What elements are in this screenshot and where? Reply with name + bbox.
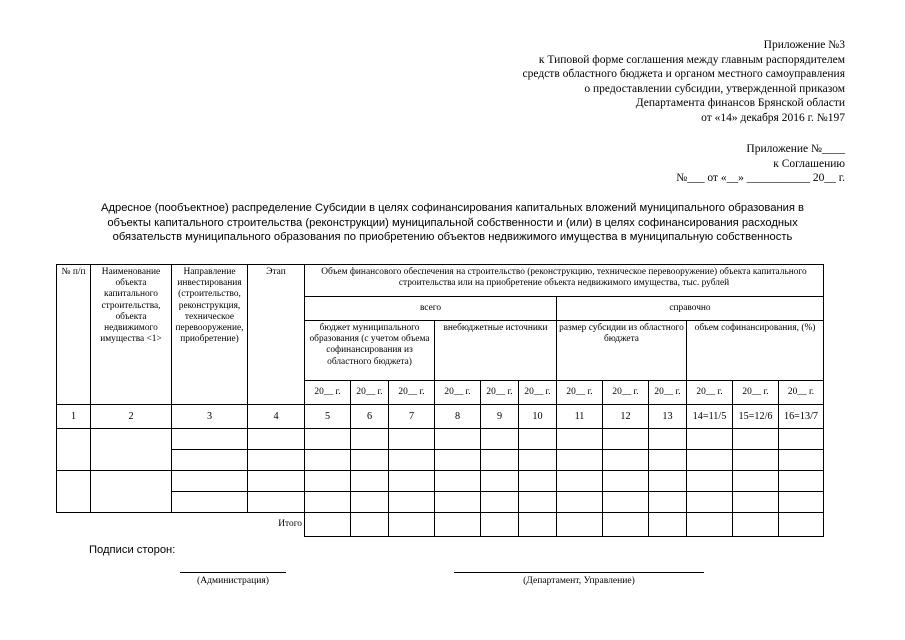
- table-cell: [57, 471, 91, 513]
- table-cell: [687, 471, 733, 492]
- document-title-line: Адресное (пообъектное) распределение Субсидии в целях софинансирования капитальных вложений муниципального образования в: [101, 202, 804, 214]
- table-cell: [389, 471, 435, 492]
- year-cell: 20__ г.: [733, 381, 779, 405]
- column-number: 15=12/6: [733, 405, 779, 429]
- table-cell: [305, 450, 351, 471]
- table-cell: [172, 450, 248, 471]
- column-number: 5: [305, 405, 351, 429]
- year-cell: 20__ г.: [435, 381, 481, 405]
- column-number: 7: [389, 405, 435, 429]
- column-number: 6: [351, 405, 389, 429]
- appendix-line: средств областного бюджета и органом местного самоуправления: [522, 68, 845, 81]
- appendix-line: к Типовой форме соглашения между главным распорядителем: [538, 53, 845, 66]
- signatures-label: Подписи сторон:: [89, 544, 176, 556]
- blank-cell: [172, 513, 248, 537]
- column-number: 1: [57, 405, 91, 429]
- column-number: 3: [172, 405, 248, 429]
- table-cell: [603, 492, 649, 513]
- column-number: 12: [603, 405, 649, 429]
- table-cell: [435, 513, 481, 537]
- table-cell: [248, 450, 305, 471]
- table-cell: [519, 471, 557, 492]
- table-cell: [481, 492, 519, 513]
- table-cell: [435, 450, 481, 471]
- year-cell: 20__ г.: [557, 381, 603, 405]
- table-cell: [687, 450, 733, 471]
- table-cell: [519, 450, 557, 471]
- table-cell: [91, 429, 172, 471]
- total-label: Итого: [278, 519, 302, 530]
- table-cell: [779, 492, 824, 513]
- table-cell: [351, 492, 389, 513]
- table-row: [57, 492, 824, 513]
- table-cell: [57, 429, 91, 471]
- table-cell: [389, 429, 435, 450]
- year-cell: 20__ г.: [351, 381, 389, 405]
- table-cell: [435, 429, 481, 450]
- table-cell: [305, 471, 351, 492]
- table-cell: [649, 450, 687, 471]
- table-cell: [779, 513, 824, 537]
- header-stage: Этап: [248, 265, 305, 405]
- table-cell: [649, 492, 687, 513]
- column-numbers-row: [57, 405, 824, 429]
- column-number: 11: [557, 405, 603, 429]
- table-cell: [519, 429, 557, 450]
- header-extrabudget: внебюджетные источники: [435, 321, 557, 381]
- table-cell: [305, 513, 351, 537]
- header-cofinancing: объем софинансирования, (%): [687, 321, 824, 381]
- agreement-appendix-line1: к Соглашению: [773, 157, 845, 170]
- table-cell: [603, 450, 649, 471]
- table-row: [57, 471, 824, 492]
- table-cell: [519, 492, 557, 513]
- appendix-block: [425, 38, 845, 126]
- table-cell: [481, 429, 519, 450]
- distribution-table: [56, 264, 824, 537]
- table-cell: [435, 492, 481, 513]
- header-total: всего: [305, 297, 557, 321]
- table-cell: [351, 471, 389, 492]
- table-cell: [733, 513, 779, 537]
- header-subsidy-size: размер субсидии из областного бюджета: [557, 321, 687, 381]
- signature-line-right: [454, 572, 704, 573]
- table-cell: [649, 513, 687, 537]
- table-cell: [603, 471, 649, 492]
- agreement-appendix-block: [545, 142, 845, 186]
- year-cell: 20__ г.: [305, 381, 351, 405]
- table-cell: [557, 492, 603, 513]
- table-cell: [687, 429, 733, 450]
- appendix-line: от «14» декабря 2016 г. №197: [701, 111, 845, 124]
- column-number: 14=11/5: [687, 405, 733, 429]
- column-number: 9: [481, 405, 519, 429]
- table-cell: [248, 429, 305, 450]
- table-cell: [351, 450, 389, 471]
- total-row: [57, 513, 824, 537]
- table-cell: [733, 429, 779, 450]
- header-num: № п/п: [57, 265, 91, 405]
- table-cell: [557, 450, 603, 471]
- blank-cell: [91, 513, 172, 537]
- signature-caption-left: (Администрация): [197, 575, 269, 586]
- document-title-line: обязательств муниципального образования по приобретению объектов недвижимого имущества в муниципальную собственность: [112, 231, 793, 243]
- table-cell: [481, 450, 519, 471]
- table-cell: [649, 429, 687, 450]
- table-cell: [91, 471, 172, 513]
- year-cell: 20__ г.: [649, 381, 687, 405]
- agreement-appendix-line2: №___ от «__» ___________ 20__ г.: [676, 172, 845, 185]
- column-number: 2: [91, 405, 172, 429]
- table-cell: [733, 492, 779, 513]
- header-object-name: Наименование объекта капитального строительства, объекта недвижимого имущества <1>: [91, 265, 172, 405]
- table-cell: [389, 513, 435, 537]
- year-cell: 20__ г.: [389, 381, 435, 405]
- year-cell: 20__ г.: [687, 381, 733, 405]
- table-cell: [733, 471, 779, 492]
- column-number: 13: [649, 405, 687, 429]
- table-cell: [351, 429, 389, 450]
- table-cell: [557, 429, 603, 450]
- year-cell: 20__ г.: [603, 381, 649, 405]
- table-cell: [435, 471, 481, 492]
- table-cell: [779, 450, 824, 471]
- table-cell: [172, 471, 248, 492]
- signature-line-left: [180, 572, 286, 573]
- table-cell: [172, 492, 248, 513]
- appendix-line: о предоставлении субсидии, утвержденной приказом: [584, 82, 845, 95]
- table-cell: [481, 471, 519, 492]
- table-cell: [481, 513, 519, 537]
- year-cell: 20__ г.: [481, 381, 519, 405]
- table-cell: [557, 513, 603, 537]
- appendix-title: Приложение №3: [763, 39, 845, 51]
- header-direction: Направление инвестирования (строительство, реконструкция, техническое перевооружение, приобретение): [172, 265, 248, 405]
- column-number: 10: [519, 405, 557, 429]
- table-cell: [305, 429, 351, 450]
- year-cell: 20__ г.: [519, 381, 557, 405]
- header-reference: справочно: [557, 297, 824, 321]
- table-cell: [603, 513, 649, 537]
- table-row: [57, 429, 824, 450]
- table-cell: [603, 429, 649, 450]
- document-title: [40, 201, 865, 245]
- appendix-line: Департамента финансов Брянской области: [635, 97, 845, 110]
- table-cell: [172, 429, 248, 450]
- table-cell: [557, 471, 603, 492]
- column-number: 4: [248, 405, 305, 429]
- agreement-appendix-title: Приложение №____: [746, 143, 845, 155]
- table-row: [57, 450, 824, 471]
- column-number: 16=13/7: [779, 405, 824, 429]
- blank-cell: [57, 513, 91, 537]
- table-cell: [519, 513, 557, 537]
- document-title-line: объекты капитального строительства (реконструкции) муниципальной собственности и (или) в целях софинансирования расходных: [107, 216, 798, 229]
- table-cell: [248, 471, 305, 492]
- table-cell: [305, 492, 351, 513]
- table-cell: [733, 450, 779, 471]
- table-cell: [649, 471, 687, 492]
- signature-caption-right: (Департамент, Управление): [523, 575, 635, 586]
- column-number: 8: [435, 405, 481, 429]
- table-cell: [389, 492, 435, 513]
- table-cell: [687, 513, 733, 537]
- table-cell: [779, 429, 824, 450]
- year-cell: 20__ г.: [779, 381, 824, 405]
- header-volume: Объем финансового обеспечения на строительство (реконструкцию, техническое перевооружение) объекта капитального строительства или на приобретение объекта недвижимого имущества, тыс. рублей: [305, 265, 824, 297]
- table-cell: [779, 471, 824, 492]
- table-cell: [351, 513, 389, 537]
- table-cell: [389, 450, 435, 471]
- table-cell: [687, 492, 733, 513]
- table-cell: [248, 492, 305, 513]
- header-municipal-budget: бюджет муниципального образования (с учетом объема софинансирования из областного бюджета): [305, 321, 435, 381]
